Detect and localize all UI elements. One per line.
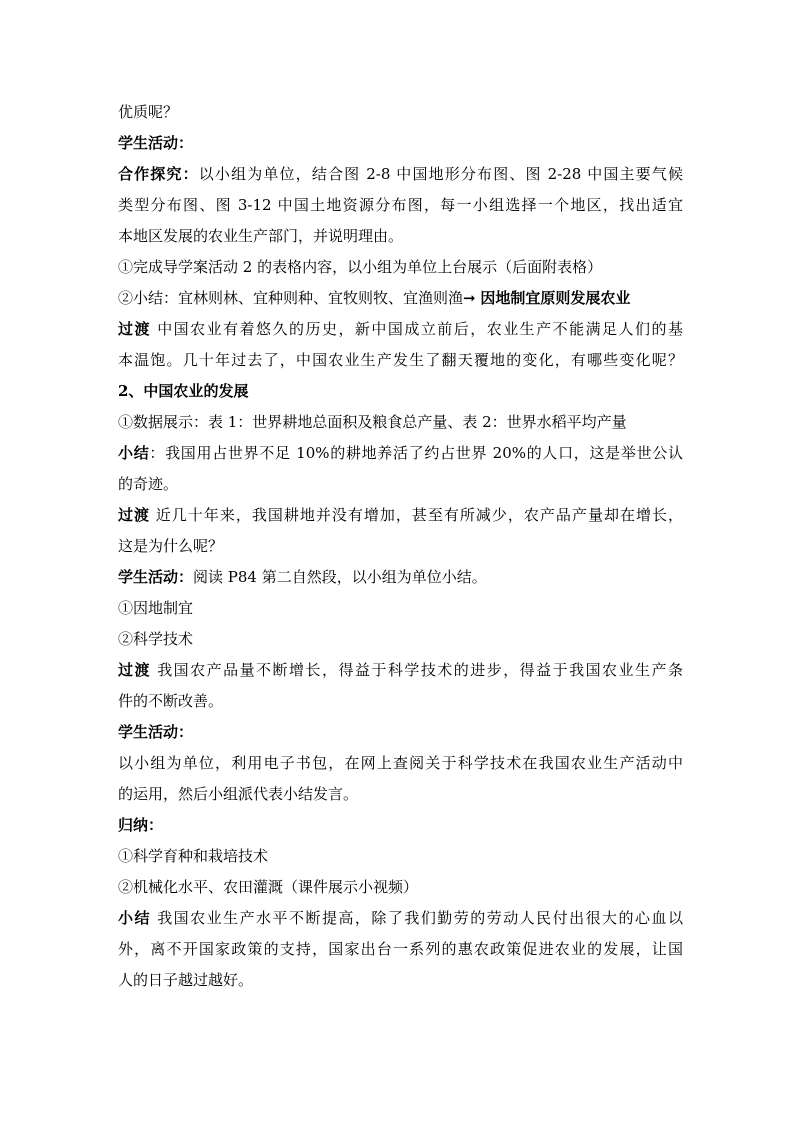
text-line: 学生活动：阅读 P84 第二自然段，以小组为单位小结。 xyxy=(118,568,487,586)
text-line: 件的不断改善。 xyxy=(118,692,224,710)
text-line: 这是为什么呢？ xyxy=(118,537,224,555)
arrow-icon: ➞ xyxy=(463,289,476,307)
text-line: ①完成导学案活动 2 的表格内容，以小组为单位上台展示（后面附表格） xyxy=(118,258,603,276)
text-line: ②小结：宜林则林、宜种则种、宜牧则牧、宜渔则渔➞ 因地制宜原则发展农业 xyxy=(118,289,631,307)
text-line: ①科学育种和栽培技术 xyxy=(118,847,269,865)
section-heading: 学生活动： xyxy=(118,723,194,741)
section-heading: 2、中国农业的发展 xyxy=(118,382,249,400)
text-line: 本地区发展的农业生产部门，并说明理由。 xyxy=(118,227,404,245)
text-line: ①数据展示：表 1：世界耕地总面积及粮食总产量、表 2：世界水稻平均产量 xyxy=(118,413,627,431)
text-line: 过渡 近几十年来，我国耕地并没有增加，甚至有所减少，农产品产量却在增长， xyxy=(118,506,683,524)
text-line: ②科学技术 xyxy=(118,630,194,648)
text-line: 以小组为单位，利用电子书包，在网上查阅关于科学技术在我国农业生产活动中 xyxy=(118,754,683,772)
text-line: 本温饱。几十年过去了，中国农业生产发生了翻天覆地的变化，有哪些变化呢？ xyxy=(118,351,683,369)
text-line: 的运用，然后小组派代表小结发言。 xyxy=(118,785,359,803)
text-line: 类型分布图、图 3-12 中国土地资源分布图，每一小组选择一个地区，找出适宜 xyxy=(118,196,683,214)
text-line: 小结 我国农业生产水平不断提高，除了我们勤劳的劳动人民付出很大的心血以 xyxy=(118,909,683,927)
text-line: 小结：我国用占世界不足 10%的耕地养活了约占世界 20%的人口，这是举世公认 xyxy=(118,444,683,462)
text-line: 合作探究：以小组为单位，结合图 2-8 中国地形分布图、图 2-28 中国主要气候 xyxy=(118,165,683,183)
text-line: 过渡 我国农产品量不断增长，得益于科学技术的进步，得益于我国农业生产条 xyxy=(118,661,683,679)
section-heading: 归纳： xyxy=(118,816,164,834)
text-line: 人的日子越过越好。 xyxy=(118,971,254,989)
text-line: ①因地制宜 xyxy=(118,599,194,617)
text-line: 的奇迹。 xyxy=(118,475,179,493)
text-line: ②机械化水平、农田灌溉（课件展示小视频） xyxy=(118,878,419,896)
text-line: 优质呢？ xyxy=(118,103,179,121)
text-line: 过渡 中国农业有着悠久的历史，新中国成立前后，农业生产不能满足人们的基 xyxy=(118,320,683,338)
document-page xyxy=(118,97,683,996)
text-line: 外，离不开国家政策的支持，国家出台一系列的惠农政策促进农业的发展，让国 xyxy=(118,940,683,958)
section-heading: 学生活动： xyxy=(118,134,194,152)
